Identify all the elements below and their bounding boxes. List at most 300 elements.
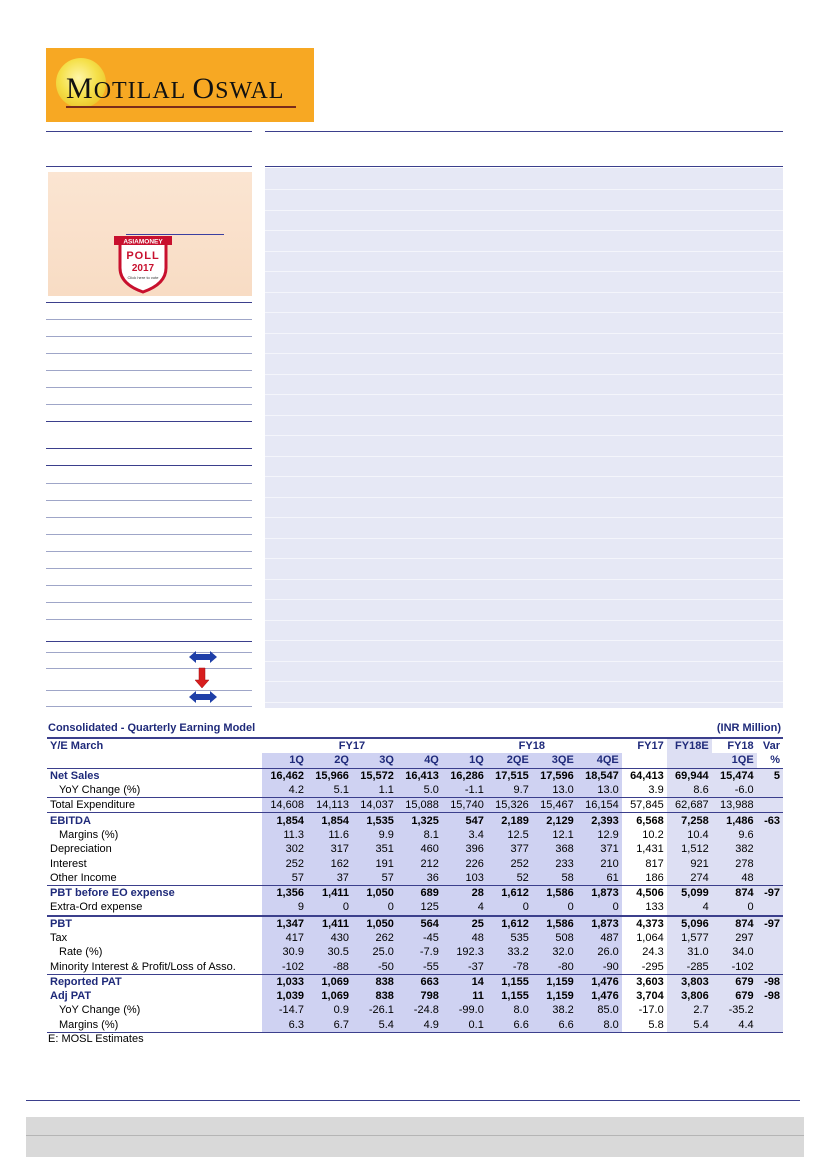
table-cell: 133 bbox=[645, 901, 664, 914]
table-cell: 17,515 bbox=[487, 768, 532, 783]
divider bbox=[46, 319, 252, 320]
table-cell: 297 bbox=[712, 931, 757, 945]
table-cell: -6.0 bbox=[712, 783, 757, 798]
table-cell: 15,572 bbox=[352, 768, 397, 783]
panel-divider bbox=[265, 374, 783, 375]
table-cell: 2,189 bbox=[487, 813, 532, 828]
table-cell: 430 bbox=[307, 931, 352, 945]
table-cell: 1,586 bbox=[532, 885, 577, 900]
table-cell: 0 bbox=[487, 900, 532, 915]
panel-divider bbox=[265, 251, 783, 252]
footer-divider bbox=[26, 1100, 800, 1101]
table-cell: 25.0 bbox=[352, 945, 397, 959]
table-cell: 212 bbox=[397, 856, 442, 870]
quarter-header: 2QE bbox=[487, 753, 532, 768]
table-cell: 817 bbox=[645, 857, 664, 870]
table-row bbox=[47, 783, 783, 798]
table-cell: 564 bbox=[397, 916, 442, 931]
panel-divider bbox=[265, 333, 783, 334]
table-cell: -45 bbox=[397, 931, 442, 945]
table-cell bbox=[757, 900, 783, 915]
table-cell: 1,155 bbox=[487, 974, 532, 989]
divider bbox=[46, 387, 252, 388]
table-cell: 1,854 bbox=[307, 813, 352, 828]
asiamoney-poll-banner[interactable] bbox=[48, 172, 252, 296]
table-cell: 8.1 bbox=[397, 828, 442, 842]
table-cell: 5 bbox=[757, 768, 783, 783]
table-cell: 798 bbox=[397, 989, 442, 1003]
table-cell: 32.0 bbox=[532, 945, 577, 959]
table-cell bbox=[757, 798, 783, 813]
quarter-header: 1Q bbox=[262, 753, 307, 768]
double-arrow-icon bbox=[188, 650, 218, 664]
table-cell: 5.1 bbox=[307, 783, 352, 798]
table-cell: 17,596 bbox=[532, 768, 577, 783]
table-cell: 5.4 bbox=[667, 1018, 712, 1033]
quarter-header: 1Q bbox=[442, 753, 487, 768]
table-cell: 4,373 bbox=[622, 916, 667, 931]
table-cell: 30.5 bbox=[307, 945, 352, 959]
divider bbox=[46, 551, 252, 552]
panel-divider bbox=[265, 210, 783, 211]
table-cell: 125 bbox=[397, 900, 442, 915]
panel-divider bbox=[265, 353, 783, 354]
divider bbox=[46, 534, 252, 535]
quarterly-earnings-table bbox=[47, 737, 783, 1033]
table-cell: 85.0 bbox=[577, 1003, 622, 1017]
table-cell: 6.3 bbox=[262, 1018, 307, 1033]
divider bbox=[46, 448, 252, 449]
panel-divider bbox=[265, 599, 783, 600]
table-cell: 64,413 bbox=[630, 769, 664, 782]
table-cell: 1,325 bbox=[397, 813, 442, 828]
row-label: Net Sales bbox=[50, 769, 100, 782]
panel-divider bbox=[265, 312, 783, 313]
table-cell: 13.0 bbox=[577, 783, 622, 798]
panel-divider bbox=[265, 579, 783, 580]
table-cell: 1,577 bbox=[667, 931, 712, 945]
quarter-header: 3QE bbox=[532, 753, 577, 768]
table-row bbox=[47, 856, 783, 870]
divider bbox=[46, 517, 252, 518]
table-cell: 3.4 bbox=[442, 828, 487, 842]
quarter-header bbox=[667, 753, 712, 768]
table-cell: 12.1 bbox=[532, 828, 577, 842]
table-cell: 487 bbox=[577, 931, 622, 945]
table-cell: 1,050 bbox=[352, 916, 397, 931]
divider bbox=[46, 500, 252, 501]
table-cell: 8.6 bbox=[667, 783, 712, 798]
table-cell: 2,129 bbox=[532, 813, 577, 828]
table-cell: 28 bbox=[442, 885, 487, 900]
table-cell: 4.4 bbox=[712, 1018, 757, 1033]
table-cell: 11.6 bbox=[307, 828, 352, 842]
table-cell bbox=[757, 783, 783, 798]
table-row bbox=[47, 798, 783, 813]
row-label: Total Expenditure bbox=[47, 798, 262, 813]
group-var: Var bbox=[757, 738, 783, 753]
table-cell: 16,154 bbox=[577, 798, 622, 813]
table-cell: 11.3 bbox=[262, 828, 307, 842]
table-cell: 13,988 bbox=[712, 798, 757, 813]
table-cell: -285 bbox=[667, 959, 712, 974]
footnote: E: MOSL Estimates bbox=[48, 1033, 144, 1045]
quarter-header: 4Q bbox=[397, 753, 442, 768]
table-cell: 1,356 bbox=[262, 885, 307, 900]
quarter-header: 2Q bbox=[307, 753, 352, 768]
row-label: Interest bbox=[50, 857, 87, 870]
table-cell: 57,845 bbox=[622, 798, 667, 813]
table-cell: 61 bbox=[577, 871, 622, 886]
table-cell: 838 bbox=[352, 974, 397, 989]
table-cell: 371 bbox=[577, 842, 622, 856]
divider bbox=[265, 131, 783, 132]
table-cell bbox=[757, 1018, 783, 1033]
svg-text:POLL: POLL bbox=[126, 250, 160, 262]
svg-text:Click here to vote: Click here to vote bbox=[127, 275, 159, 280]
table-cell: 4.9 bbox=[397, 1018, 442, 1033]
table-cell: 15,966 bbox=[307, 768, 352, 783]
table-cell: 31.0 bbox=[667, 945, 712, 959]
table-cell: -1.1 bbox=[442, 783, 487, 798]
table-cell: 1,411 bbox=[307, 885, 352, 900]
table-cell: 1,476 bbox=[577, 974, 622, 989]
panel-divider bbox=[265, 394, 783, 395]
table-cell: 0 bbox=[532, 900, 577, 915]
table-cell: 1,873 bbox=[577, 916, 622, 931]
table-cell: 4,506 bbox=[622, 885, 667, 900]
table-cell: 6.7 bbox=[307, 1018, 352, 1033]
table-cell: 0 bbox=[307, 900, 352, 915]
logo-wordmark: MOTILAL OSWAL bbox=[66, 72, 285, 105]
table-cell: 1.1 bbox=[352, 783, 397, 798]
table-row bbox=[47, 885, 783, 900]
svg-text:2017: 2017 bbox=[131, 263, 155, 274]
table-cell: 278 bbox=[712, 856, 757, 870]
table-cell: 9.7 bbox=[487, 783, 532, 798]
table-cell: 1,050 bbox=[352, 885, 397, 900]
table-cell: 15,088 bbox=[397, 798, 442, 813]
table-cell: 1,612 bbox=[487, 916, 532, 931]
table-cell: -55 bbox=[397, 959, 442, 974]
divider bbox=[46, 641, 252, 642]
table-cell: 9.6 bbox=[712, 828, 757, 842]
table-cell: -102 bbox=[712, 959, 757, 974]
table-cell: 191 bbox=[352, 856, 397, 870]
table-cell: 57 bbox=[262, 871, 307, 886]
quarter-header-spacer bbox=[47, 753, 262, 768]
table-cell: -50 bbox=[352, 959, 397, 974]
divider bbox=[46, 302, 252, 303]
table-cell: 874 bbox=[712, 916, 757, 931]
table-cell bbox=[757, 945, 783, 959]
table-cell: 1,155 bbox=[487, 989, 532, 1003]
row-label: Minority Interest & Profit/Loss of Asso. bbox=[50, 960, 236, 973]
table-cell: 210 bbox=[577, 856, 622, 870]
table-cell: 252 bbox=[262, 856, 307, 870]
company-logo bbox=[46, 48, 314, 122]
table-cell: 16,286 bbox=[442, 768, 487, 783]
table-row bbox=[47, 931, 783, 945]
table-unit: (INR Million) bbox=[716, 722, 781, 734]
table-cell: 14 bbox=[442, 974, 487, 989]
table-cell bbox=[757, 856, 783, 870]
table-cell: 18,547 bbox=[577, 768, 622, 783]
table-cell: 58 bbox=[532, 871, 577, 886]
table-cell: 6.6 bbox=[487, 1018, 532, 1033]
row-label: Margins (%) bbox=[59, 828, 119, 841]
table-cell: 2.7 bbox=[667, 1003, 712, 1017]
table-cell: -97 bbox=[757, 885, 783, 900]
table-cell: 6,568 bbox=[622, 813, 667, 828]
divider bbox=[46, 404, 252, 405]
table-cell: 26.0 bbox=[577, 945, 622, 959]
table-cell: 8.0 bbox=[577, 1018, 622, 1033]
table-cell: 9 bbox=[262, 900, 307, 915]
table-cell: 13.0 bbox=[532, 783, 577, 798]
divider bbox=[46, 465, 252, 466]
table-row bbox=[47, 916, 783, 931]
down-arrow-icon bbox=[194, 667, 210, 689]
table-cell: 838 bbox=[352, 989, 397, 1003]
table-cell: 15,326 bbox=[487, 798, 532, 813]
row-label: Depreciation bbox=[50, 843, 112, 856]
panel-divider bbox=[265, 681, 783, 682]
svg-text:ASIAMONEY: ASIAMONEY bbox=[123, 238, 163, 246]
panel-divider bbox=[265, 538, 783, 539]
row-label: PBT before EO expense bbox=[47, 885, 262, 900]
panel-divider bbox=[265, 640, 783, 641]
table-cell: 4 bbox=[442, 900, 487, 915]
table-cell: 12.5 bbox=[487, 828, 532, 842]
table-cell: 15,740 bbox=[442, 798, 487, 813]
table-cell: 508 bbox=[532, 931, 577, 945]
table-title: Consolidated - Quarterly Earning Model bbox=[48, 722, 256, 734]
table-cell: 10.4 bbox=[667, 828, 712, 842]
table-cell: 1,586 bbox=[532, 916, 577, 931]
table-cell: -99.0 bbox=[442, 1003, 487, 1017]
table-row bbox=[47, 828, 783, 842]
table-cell: 1,411 bbox=[307, 916, 352, 931]
table-cell: 302 bbox=[262, 842, 307, 856]
table-cell: 9.9 bbox=[352, 828, 397, 842]
row-label: Rate (%) bbox=[59, 946, 103, 959]
divider bbox=[46, 353, 252, 354]
table-cell: -17.0 bbox=[638, 1004, 664, 1017]
table-row bbox=[47, 1018, 783, 1033]
panel-divider bbox=[265, 620, 783, 621]
table-cell: 535 bbox=[487, 931, 532, 945]
divider bbox=[46, 483, 252, 484]
row-label: Other Income bbox=[50, 871, 117, 884]
divider bbox=[46, 652, 252, 653]
table-cell: 351 bbox=[352, 842, 397, 856]
table-cell: 2,393 bbox=[577, 813, 622, 828]
table-cell: 57 bbox=[352, 871, 397, 886]
table-cell: 1,486 bbox=[712, 813, 757, 828]
table-cell: 274 bbox=[667, 871, 712, 886]
table-cell: 15,474 bbox=[712, 768, 757, 783]
table-cell: 1,347 bbox=[262, 916, 307, 931]
table-row bbox=[47, 989, 783, 1003]
row-label: Extra-Ord expense bbox=[50, 901, 143, 914]
table-cell: -98 bbox=[757, 974, 783, 989]
panel-divider bbox=[265, 476, 783, 477]
table-cell: 1,512 bbox=[667, 842, 712, 856]
table-row bbox=[47, 842, 783, 856]
table-cell: 14,113 bbox=[307, 798, 352, 813]
table-cell: 186 bbox=[645, 871, 664, 884]
row-label: EBITDA bbox=[47, 813, 262, 828]
table-cell: -80 bbox=[532, 959, 577, 974]
table-cell: 6.6 bbox=[532, 1018, 577, 1033]
row-label: Adj PAT bbox=[50, 990, 92, 1003]
row-label: PBT bbox=[47, 916, 262, 931]
logo-underline bbox=[66, 106, 296, 108]
table-cell: 37 bbox=[307, 871, 352, 886]
table-cell: 689 bbox=[397, 885, 442, 900]
table-cell: -97 bbox=[757, 916, 783, 931]
quarter-header: 1QE bbox=[712, 753, 757, 768]
table-cell: -63 bbox=[757, 813, 783, 828]
table-cell: 11 bbox=[442, 989, 487, 1003]
panel-divider bbox=[265, 558, 783, 559]
table-row bbox=[47, 1003, 783, 1017]
table-cell: 69,944 bbox=[667, 768, 712, 783]
table-cell: -37 bbox=[442, 959, 487, 974]
table-cell: 48 bbox=[442, 931, 487, 945]
table-cell: 0.9 bbox=[307, 1003, 352, 1017]
table-cell: 192.3 bbox=[442, 945, 487, 959]
row-label: YoY Change (%) bbox=[59, 784, 141, 797]
table-cell: 34.0 bbox=[712, 945, 757, 959]
table-cell: 262 bbox=[352, 931, 397, 945]
table-cell: 1,476 bbox=[577, 989, 622, 1003]
table-cell: 3,704 bbox=[636, 990, 664, 1003]
divider bbox=[46, 421, 252, 422]
table-cell: 3.9 bbox=[648, 784, 664, 797]
table-cell: 25 bbox=[442, 916, 487, 931]
table-cell: 62,687 bbox=[667, 798, 712, 813]
divider bbox=[46, 166, 252, 167]
table-cell: 874 bbox=[712, 885, 757, 900]
table-cell: 5,099 bbox=[667, 885, 712, 900]
table-row bbox=[47, 813, 783, 828]
table-cell: -7.9 bbox=[397, 945, 442, 959]
table-cell: 38.2 bbox=[532, 1003, 577, 1017]
table-cell: 396 bbox=[442, 842, 487, 856]
table-cell: 3,803 bbox=[667, 974, 712, 989]
divider bbox=[46, 585, 252, 586]
table-cell: 8.0 bbox=[487, 1003, 532, 1017]
table-cell: 1,612 bbox=[487, 885, 532, 900]
group-fy18: FY18 bbox=[442, 738, 622, 753]
table-cell: -102 bbox=[262, 959, 307, 974]
table-cell: 16,413 bbox=[397, 768, 442, 783]
table-cell: 417 bbox=[262, 931, 307, 945]
double-arrow-icon bbox=[188, 690, 218, 704]
table-cell: 33.2 bbox=[487, 945, 532, 959]
quarter-header: % bbox=[757, 753, 783, 768]
table-row bbox=[47, 900, 783, 915]
table-cell: 1,069 bbox=[307, 974, 352, 989]
panel-divider bbox=[265, 189, 783, 190]
table-cell: 317 bbox=[307, 842, 352, 856]
table-cell: -90 bbox=[577, 959, 622, 974]
panel-divider bbox=[265, 456, 783, 457]
table-cell bbox=[757, 1003, 783, 1017]
table-cell: -24.8 bbox=[397, 1003, 442, 1017]
table-cell: 382 bbox=[712, 842, 757, 856]
table-row bbox=[47, 871, 783, 886]
panel-divider bbox=[265, 435, 783, 436]
row-label: Margins (%) bbox=[47, 1018, 262, 1033]
table-cell: 4 bbox=[667, 900, 712, 915]
table-cell: 921 bbox=[667, 856, 712, 870]
table-cell: 5.4 bbox=[352, 1018, 397, 1033]
table-cell bbox=[757, 959, 783, 974]
row-label: YoY Change (%) bbox=[59, 1004, 141, 1017]
divider bbox=[46, 706, 252, 707]
panel-divider bbox=[265, 271, 783, 272]
table-cell: 663 bbox=[397, 974, 442, 989]
table-cell: 252 bbox=[487, 856, 532, 870]
row-label: Reported PAT bbox=[47, 974, 262, 989]
table-cell: 460 bbox=[397, 842, 442, 856]
panel-divider bbox=[265, 497, 783, 498]
divider bbox=[46, 568, 252, 569]
poll-shield-icon bbox=[114, 234, 172, 294]
panel-divider bbox=[265, 292, 783, 293]
group-fy17-full: FY17 bbox=[622, 738, 667, 753]
table-cell: 103 bbox=[442, 871, 487, 886]
table-cell: 1,033 bbox=[262, 974, 307, 989]
panel-divider bbox=[265, 702, 783, 703]
table-cell bbox=[757, 842, 783, 856]
table-cell: -78 bbox=[487, 959, 532, 974]
footer-bar bbox=[26, 1117, 804, 1157]
table-cell: 226 bbox=[442, 856, 487, 870]
table-cell: 5.8 bbox=[622, 1018, 667, 1033]
row-label: Tax bbox=[50, 932, 68, 944]
summary-panel bbox=[265, 168, 783, 708]
table-cell: 4.2 bbox=[262, 783, 307, 798]
table-cell: 15,467 bbox=[532, 798, 577, 813]
table-cell: 7,258 bbox=[667, 813, 712, 828]
row-header: Y/E March bbox=[47, 738, 262, 753]
table-cell: 162 bbox=[307, 856, 352, 870]
table-cell: 3,603 bbox=[622, 974, 667, 989]
table-cell: 377 bbox=[487, 842, 532, 856]
table-cell: 1,159 bbox=[532, 974, 577, 989]
table-cell: -14.7 bbox=[262, 1003, 307, 1017]
table-cell: 0 bbox=[352, 900, 397, 915]
table-cell: 0.1 bbox=[442, 1018, 487, 1033]
table-cell: 16,462 bbox=[262, 768, 307, 783]
table-cell: 1,159 bbox=[532, 989, 577, 1003]
table-cell: 368 bbox=[532, 842, 577, 856]
table-cell: 679 bbox=[712, 989, 757, 1003]
table-cell: 10.2 bbox=[642, 828, 664, 841]
divider bbox=[46, 619, 252, 620]
table-cell: 0 bbox=[577, 900, 622, 915]
divider bbox=[46, 668, 252, 669]
table-cell: -35.2 bbox=[712, 1003, 757, 1017]
table-cell: 12.9 bbox=[577, 828, 622, 842]
table-cell: 52 bbox=[487, 871, 532, 886]
table-cell: 24.3 bbox=[642, 946, 664, 959]
divider bbox=[46, 131, 252, 132]
